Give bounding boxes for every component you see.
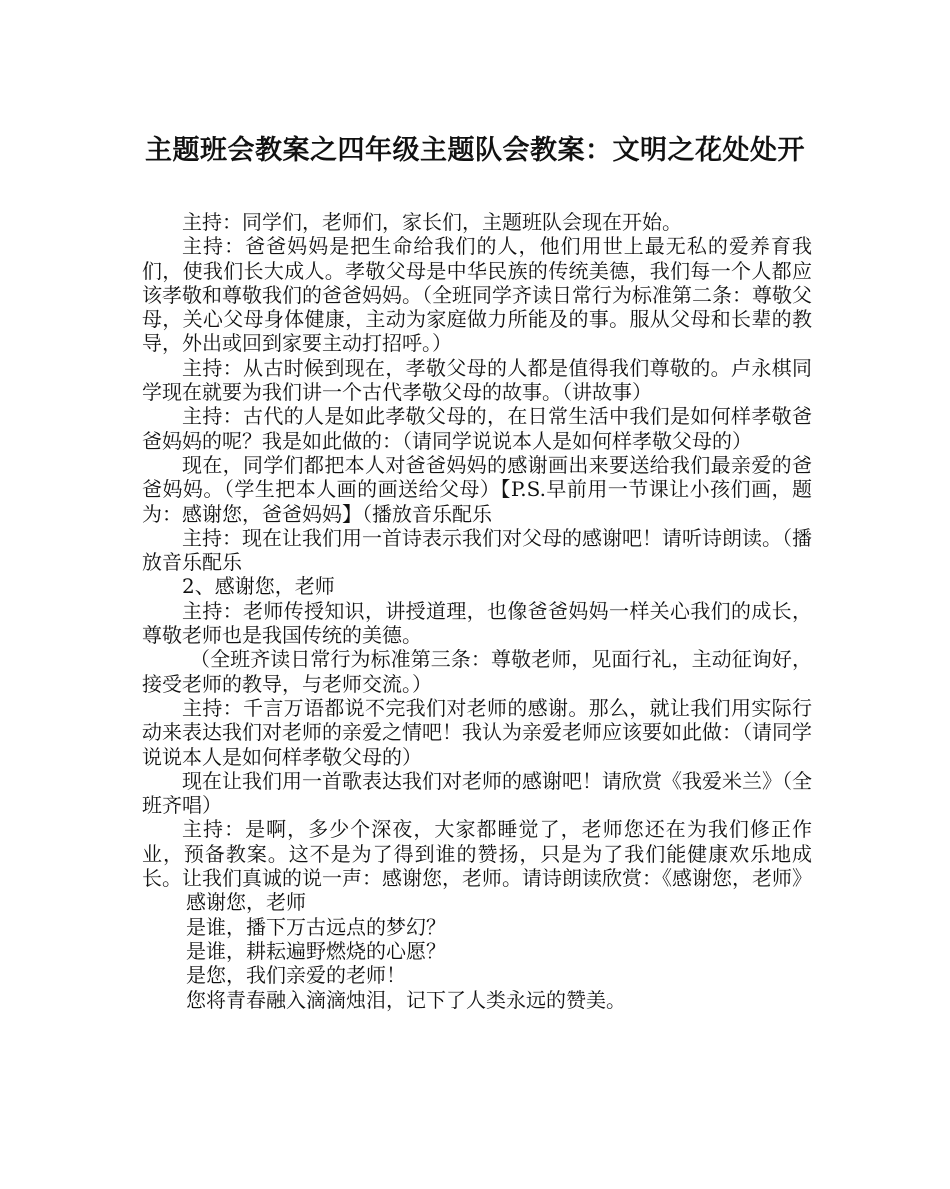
document-body: [142, 210, 812, 1012]
poem-line: 是谁，耕耘遍野燃烧的心愿？: [186, 938, 446, 963]
paragraph: 主持：同学们，老师们，家长们，主题班队会现在开始。: [182, 210, 682, 234]
paragraph: 主持：老师传授知识，讲授道理，也像爸爸妈妈一样关心我们的成长，尊敬老师也是我国传统的美德。: [142, 598, 812, 648]
paragraph: 主持：现在让我们用一首诗表示我们对父母的感谢吧！请听诗朗读。（播放音乐配乐: [142, 525, 812, 575]
paragraph: 现在，同学们都把本人对爸爸妈妈的感谢画出来要送给我们最亲爱的爸爸妈妈。（学生把本人画的画送给父母）【P.S.早前用一节课让小孩们画，题为：感谢您，爸爸妈妈】（播放音乐配乐: [142, 452, 812, 526]
paragraph: 主持：爸爸妈妈是把生命给我们的人，他们用世上最无私的爱养育我们，使我们长大成人。孝敬父母是中华民族的传统美德，我们每一个人都应该孝敬和尊敬我们的爸爸妈妈。（全班同学齐读日常行为标准第二条：尊敬父母，关心父母身体健康，主动为家庭做力所能及的事。服从父母和长辈的教导，外出或回到家要主动打招呼。）: [142, 234, 812, 356]
poem-line: 您将青春融入滴滴烛泪，记下了人类永远的赞美。: [186, 987, 626, 1012]
paragraph: 现在让我们用一首歌表达我们对老师的感谢吧！请欣赏《我爱米兰》（全班齐唱）: [142, 768, 812, 818]
section-heading: 2、感谢您，老师: [182, 574, 335, 599]
poem-line: 是谁，播下万古远点的梦幻？: [186, 914, 446, 939]
poem-line: 是您，我们亲爱的老师！: [186, 963, 406, 988]
paragraph: （全班齐读日常行为标准第三条：尊敬老师，见面行礼，主动征询好，接受老师的教导，与老师交流。）: [142, 647, 812, 696]
paragraph: 主持：古代的人是如此孝敬父母的，在日常生活中我们是如何样孝敬爸爸妈妈的呢？我是如此做的：（请同学说说本人是如何样孝敬父母的）: [142, 404, 812, 453]
paragraph: 主持：千言万语都说不完我们对老师的感谢。那么，就让我们用实际行动来表达我们对老师的亲爱之情吧！我认为亲爱老师应该要如此做：（请同学说说本人是如何样孝敬父母的）: [142, 695, 812, 769]
paragraph: 主持：从古时候到现在，孝敬父母的人都是值得我们尊敬的。卢永棋同学现在就要为我们讲一个古代孝敬父母的故事。（讲故事）: [142, 355, 812, 405]
poem-line: 感谢您，老师: [186, 890, 306, 915]
paragraph: 主持：是啊，多少个深夜，大家都睡觉了，老师您还在为我们修正作业，预备教案。这不是为了得到谁的赞扬，只是为了我们能健康欢乐地成长。让我们真诚的说一声：感谢您，老师。请诗朗读欣赏：《感谢您，老师》: [142, 817, 812, 891]
document-title: 主题班会教案之四年级主题队会教案：文明之花处处开: [145, 135, 805, 166]
